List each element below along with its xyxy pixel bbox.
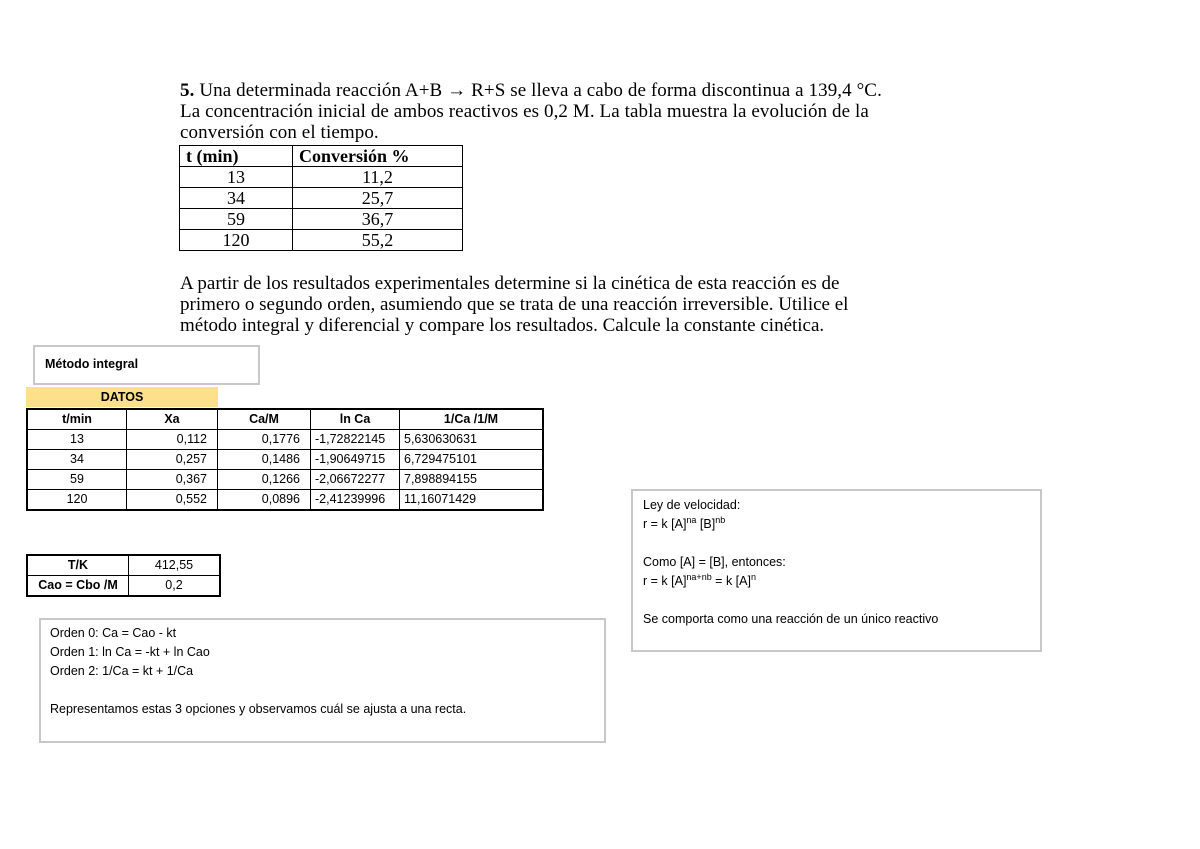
orden-0-line: Orden 0: Ca = Cao - kt (50, 626, 177, 640)
table-cell: 120 (180, 230, 293, 251)
table-row (180, 188, 463, 209)
table-row (180, 230, 463, 251)
table-header: t (min) (180, 146, 293, 167)
ley-conclusion: Se comporta como una reacción de un único reactivo (643, 612, 939, 626)
table-cell: 7,898894155 (400, 470, 544, 490)
table-cell: 120 (27, 490, 127, 511)
table-cell: 6,729475101 (400, 450, 544, 470)
problem-statement-text: Una determinada reacción A+B → R+S se lleva a cabo de forma discontinua a 139,4 °C. La concentración inicial de ambos reactivos es 0,2 M. La tabla muestra la evolución de la conversión con el tiempo. (180, 80, 882, 143)
table-row (27, 430, 543, 450)
table-header: t/min (27, 409, 127, 430)
tk-label: T/K (27, 555, 129, 576)
table-row (180, 167, 463, 188)
table-cell: 0,112 (127, 430, 218, 450)
table-header-row (27, 409, 543, 430)
table-cell: 25,7 (293, 188, 463, 209)
table-cell: -2,41239996 (311, 490, 400, 511)
table-cell: 0,552 (127, 490, 218, 511)
conversion-table (179, 145, 463, 251)
como-line: Como [A] = [B], entonces: (643, 555, 786, 569)
table-cell: 13 (27, 430, 127, 450)
table-cell: 0,1266 (218, 470, 311, 490)
table-header: Conversión % (293, 146, 463, 167)
table-header: ln Ca (311, 409, 400, 430)
table-cell: 5,630630631 (400, 430, 544, 450)
cao-label: Cao = Cbo /M (27, 576, 129, 597)
table-header: Ca/M (218, 409, 311, 430)
table-cell: 0,257 (127, 450, 218, 470)
table-cell: -2,06672277 (311, 470, 400, 490)
table-cell: 11,2 (293, 167, 463, 188)
table-row (180, 209, 463, 230)
table-cell: -1,90649715 (311, 450, 400, 470)
table-cell: 0,1776 (218, 430, 311, 450)
orden-1-line: Orden 1: ln Ca = -kt + ln Cao (50, 645, 210, 659)
orden-2-line: Orden 2: 1/Ca = kt + 1/Ca (50, 664, 194, 678)
table-cell: 11,16071429 (400, 490, 544, 511)
table-header: Xa (127, 409, 218, 430)
metodo-integral-box (33, 345, 260, 385)
problem-question: A partir de los resultados experimentales determine si la cinética de esta reacción es de primero o segundo orden, asumiendo que se trata de una reacción irreversible. Utilice el método integral y diferencial y compare los resultados. Calcule la constante cinética. (180, 273, 849, 336)
table-header-row (180, 146, 463, 167)
table-row (27, 490, 543, 511)
table-cell: 0,0896 (218, 490, 311, 511)
metodo-integral-label: Método integral (45, 357, 139, 371)
tk-value: 412,55 (129, 555, 221, 576)
constants-table (26, 554, 221, 597)
orden-text-box (39, 618, 606, 743)
table-row (27, 555, 220, 576)
table-cell: 0,1486 (218, 450, 311, 470)
table-row (27, 450, 543, 470)
datos-table (26, 408, 544, 511)
problem-statement (180, 80, 900, 143)
table-cell: -1,72822145 (311, 430, 400, 450)
table-cell: 36,7 (293, 209, 463, 230)
table-cell: 34 (180, 188, 293, 209)
table-cell: 0,367 (127, 470, 218, 490)
ley-velocidad-box (631, 489, 1042, 652)
table-cell: 13 (180, 167, 293, 188)
rate-equation-2: r = k $[A]^{na+nb} = k$ $[A]^n$ (643, 571, 756, 588)
datos-header: DATOS (26, 387, 218, 407)
problem-number: 5. (180, 80, 195, 101)
ley-title: Ley de velocidad: (643, 498, 741, 512)
table-row (27, 470, 543, 490)
table-cell: 59 (180, 209, 293, 230)
table-cell: 59 (27, 470, 127, 490)
cao-value: 0,2 (129, 576, 221, 597)
orden-conclusion: Representamos estas 3 opciones y observamos cuál se ajusta a una recta. (50, 702, 467, 716)
table-cell: 55,2 (293, 230, 463, 251)
table-row (27, 576, 220, 597)
rate-equation-1: r = k $[A]^{na}$ $[B]^{nb}$ (643, 514, 726, 531)
table-header: 1/Ca /1/M (400, 409, 544, 430)
table-cell: 34 (27, 450, 127, 470)
